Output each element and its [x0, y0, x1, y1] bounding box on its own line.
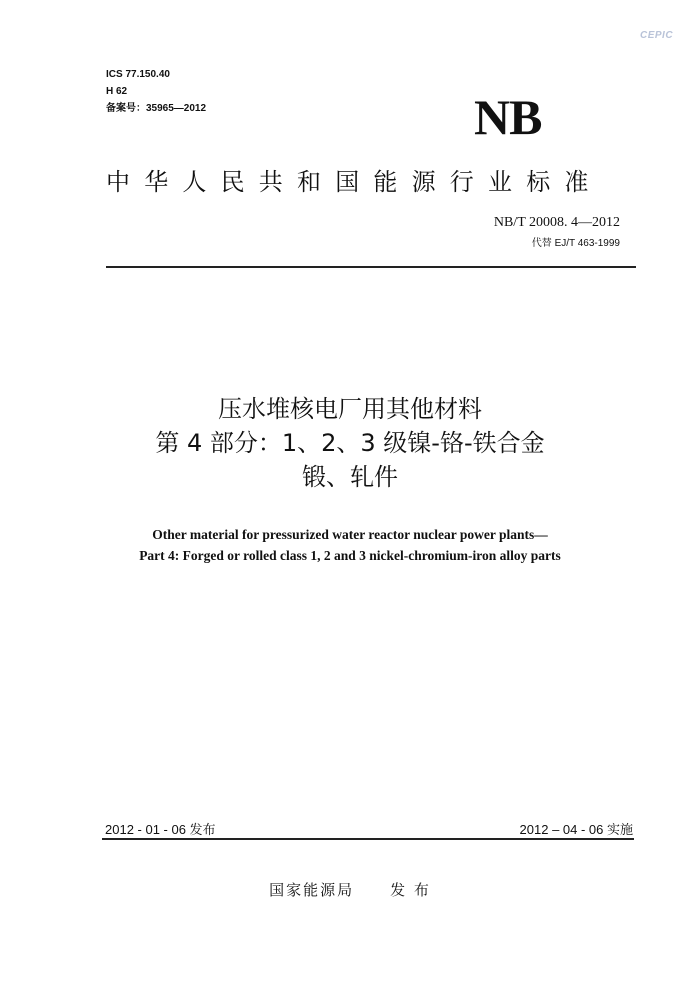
- english-title-line-2: Part 4: Forged or rolled class 1, 2 and 3 nickel-chromium-iron alloy parts: [139, 548, 561, 563]
- watermark: CEPIC: [640, 30, 674, 41]
- english-title: [0, 524, 700, 566]
- replaces-code: 代替 EJ/T 463-1999: [531, 238, 620, 249]
- chinese-title: [0, 392, 700, 494]
- issue-action: 发 布: [390, 881, 431, 899]
- standard-code-block: [494, 215, 620, 249]
- title-line-2: 第 4 部分：1、2、3 级镍-铬-铁合金: [155, 429, 545, 457]
- issuer-line: [0, 879, 700, 900]
- title-line-3: 锻、轧件: [302, 463, 398, 491]
- english-title-line-1: Other material for pressurized water reactor nuclear power plants—: [152, 527, 548, 542]
- class-code: H 62: [106, 86, 128, 97]
- nb-logo: NB: [474, 89, 542, 145]
- effective-date: 2012 – 04 - 06 实施: [519, 822, 633, 837]
- classification-block: [106, 66, 206, 117]
- footer-divider: [102, 838, 634, 840]
- issuing-agency: 国家能源局: [269, 881, 355, 899]
- issue-date: 2012 - 01 - 06 发布: [105, 822, 216, 837]
- record-number: 备案号：35965—2012: [106, 103, 207, 114]
- title-line-1: 压水堆核电厂用其他材料: [218, 395, 482, 423]
- ics-code: ICS 77.150.40: [106, 69, 170, 80]
- organization-title: 中华人民共和国能源行业标准: [106, 168, 603, 196]
- header-divider: [106, 266, 636, 268]
- standard-code: NB/T 20008. 4—2012: [493, 215, 620, 230]
